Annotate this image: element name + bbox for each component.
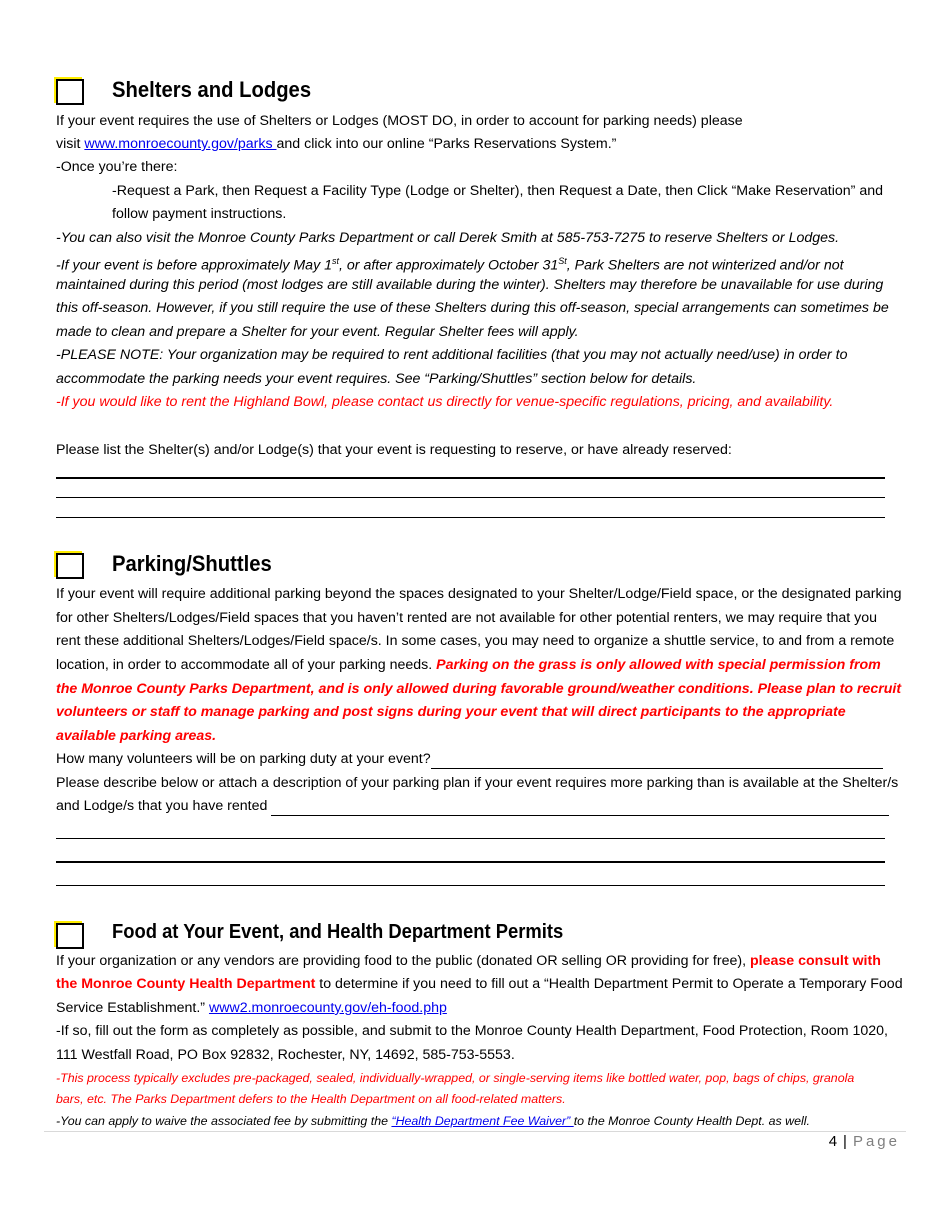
shelters-text: -PLEASE NOTE: Your organization may be required to rent additional facilities (that you may not actually need/use) in order to [56, 347, 848, 363]
parking-text: for other Shelters/Lodges/Field spaces that you haven’t rented are not available for other potential renters, we may require that you [56, 610, 877, 626]
shelters-answer-line[interactable] [56, 497, 885, 498]
fee-waiver-link[interactable]: “Health Department Fee Waiver” [391, 1114, 574, 1128]
shelters-title: Shelters and Lodges [112, 77, 312, 102]
parking-text: rent these additional Shelters/Lodges/Field space/s. In some cases, you may need to organize a shuttle service, to and from a remote [56, 633, 895, 649]
parking-warning: the Monroe County Parks Department, and is only allowed during favorable ground/weather conditions. Please plan to recruit [56, 681, 902, 697]
shelters-text: -If your event is before approximately May 1st, or after approximately October 31St, Park Shelters are not winterized and/or not [56, 256, 844, 274]
footer-divider [44, 1131, 906, 1132]
health-food-link[interactable]: www2.monroecounty.gov/eh-food.php [208, 1000, 447, 1016]
food-checkbox-wrap [56, 921, 84, 949]
shelters-answer-line[interactable] [56, 477, 885, 479]
food-text: 111 Westfall Road, PO Box 92832, Rochester, NY, 14692, 585-753-5553. [56, 1047, 515, 1063]
page-label: Page [852, 1133, 900, 1150]
food-text: the Monroe County Health Department to determine if you need to fill out a “Health Department Permit to Operate a Temporary Food [56, 976, 903, 992]
food-text: If your organization or any vendors are providing food to the public (donated OR selling OR providing for free), please consult with [56, 953, 881, 969]
food-title: Food at Your Event, and Health Department Permits [112, 921, 564, 943]
parking-warning: available parking areas. [56, 728, 217, 744]
parking-plan-field[interactable] [271, 799, 889, 816]
shelters-text: maintained during this period (most lodges are still available during the winter). Shelters may therefore be unavailable for use during [56, 277, 884, 293]
food-text: Service Establishment.” www2.monroecounty.gov/eh-food.php [56, 1000, 447, 1016]
shelters-text: follow payment instructions. [112, 206, 287, 222]
parking-plan-question: and Lodge/s that you have rented [56, 796, 889, 816]
page-footer [829, 1133, 900, 1150]
food-note: bars, etc. The Parks Department defers to the Health Department on all food-related matters. [56, 1092, 566, 1106]
food-checkbox[interactable] [56, 923, 84, 949]
parking-text: If your event will require additional parking beyond the spaces designated to your Shelter/Lodge/Field space, or the designated parking [56, 586, 902, 602]
shelters-answer-line[interactable] [56, 517, 885, 518]
shelters-checkbox[interactable] [56, 79, 84, 105]
shelters-text: -You can also visit the Monroe County Parks Department or call Derek Smith at 585-753-7275 to reserve Shelters or Lodges. [56, 230, 840, 246]
shelters-checkbox-wrap [56, 77, 84, 105]
page-number: 4 [828, 1133, 838, 1150]
parking-plan-question: Please describe below or attach a description of your parking plan if your event requires more parking than is available at the Shelter/s [56, 775, 899, 791]
volunteers-count-field[interactable] [431, 752, 883, 769]
shelters-text: this off-season. However, if you still require the use of these Shelters during this off-season, special arrangements can sometimes be [56, 300, 889, 316]
shelters-text: made to clean and prepare a Shelter for your event. Regular Shelter fees will apply. [56, 324, 579, 340]
parking-checkbox[interactable] [56, 553, 84, 579]
volunteers-question: How many volunteers will be on parking duty at your event? [56, 749, 883, 769]
shelters-list-prompt: Please list the Shelter(s) and/or Lodge(s) that your event is requesting to reserve, or have already reserved: [56, 442, 732, 458]
parks-link[interactable]: www.monroecounty.gov/parks [84, 136, 277, 152]
shelters-text: -Request a Park, then Request a Facility Type (Lodge or Shelter), then Request a Date, then Click “Make Reservation” and [112, 183, 883, 199]
highland-bowl-note: -If you would like to rent the Highland Bowl, please contact us directly for venue-specific regulations, pricing, and availability. [56, 394, 834, 410]
shelters-text: If your event requires the use of Shelters or Lodges (MOST DO, in order to account for parking needs) please [56, 113, 743, 129]
food-note: -This process typically excludes pre-packaged, sealed, individually-wrapped, or single-serving items like bottled water, pop, bags of chips, granola [56, 1071, 855, 1085]
parking-answer-line[interactable] [56, 861, 885, 863]
parking-text: location, in order to accommodate all of your parking needs. Parking on the grass is only allowed with special permission from [56, 657, 881, 673]
parking-answer-line[interactable] [56, 838, 885, 839]
food-waiver-text: -You can apply to waive the associated fee by submitting the “Health Department Fee Waiver” to the Monroe County Health Dept. as well. [56, 1114, 810, 1128]
shelters-text: visit www.monroecounty.gov/parks and click into our online “Parks Reservations System.” [56, 136, 617, 152]
food-text: -If so, fill out the form as completely as possible, and submit to the Monroe County Health Department, Food Protection, Room 1020, [56, 1023, 888, 1039]
parking-warning: volunteers or staff to manage parking and post signs during your event that will direct participants to the appropriate [56, 704, 846, 720]
shelters-text: accommodate the parking needs your event requires. See “Parking/Shuttles” section below for details. [56, 371, 697, 387]
parking-checkbox-wrap [56, 551, 84, 579]
footer-separator: | [843, 1133, 847, 1150]
parking-answer-line[interactable] [56, 885, 885, 886]
shelters-text: -Once you’re there: [56, 159, 178, 175]
parking-title: Parking/Shuttles [112, 551, 272, 576]
